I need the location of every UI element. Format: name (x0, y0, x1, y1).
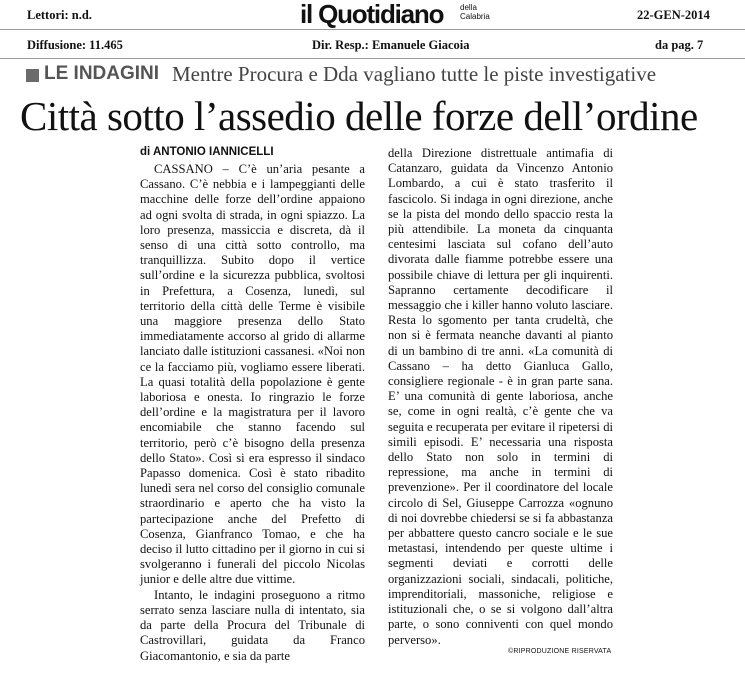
kicker-square-icon (26, 69, 39, 82)
paragraph-1: CASSANO – C’è un’aria pesante a Cassano. C’è nebbia e i lampeggianti delle macchine delle forze dell’ordine appaiono ad ogni svolta di strada, in ogni spiazzo. La loro presenza, massiccia e discreta, dà il senso di una città sotto controllo, ma tranquillizza. Subito dopo il vertice sull’ordine e la sicurezza pubblica, svoltosi in Prefettura, a Cosenza, lunedì, sul territorio della città delle Terme è visibile una maggiore presenza dello Stato immediatamente accorso al grido di allarme lanciato dalle istituzioni cassanesi. «Noi non ce la facciamo più, vogliamo essere liberati. La quasi totalità della popolazione è gente laboriosa e onesta. Io ringrazio le forze dell’ordine e la magistratura per il lavoro encomiabile che stanno facendo sul territorio, però c’è bisogno della presenza dello Stato». Così si era espresso il sindaco Papasso domenica. Così è stato ribadito lunedì sera nel corso del consiglio comunale straordinario e aperto che ha visto la partecipazione anche del Prefetto di Cosenza, Gianfranco Tomao, e che ha deciso il lutto cittadino per il giorno in cui si svolgeranno i funerali del piccolo Nicolas junior e delle altre due vittime. (140, 162, 365, 587)
article-column-2 (388, 146, 613, 648)
page-number: da pag. 7 (655, 38, 704, 52)
circulation-info: Diffusione: 11.465 (27, 38, 123, 52)
newspaper-region: della Calabria (460, 3, 490, 21)
copyright-notice: ©RIPRODUZIONE RISERVATA (508, 648, 612, 655)
header-divider-top (0, 29, 745, 30)
header-divider-bottom (0, 58, 745, 59)
section-kicker: LE INDAGINI (44, 63, 160, 84)
newspaper-logo (300, 2, 505, 28)
article-byline: di ANTONIO IANNICELLI (140, 146, 274, 158)
director-info: Dir. Resp.: Emanuele Giacoia (312, 38, 470, 52)
article-column-1 (140, 162, 365, 664)
readers-info: Lettori: n.d. (27, 8, 92, 22)
newspaper-name: il Quotidiano (300, 0, 444, 29)
publication-date: 22-GEN-2014 (637, 8, 710, 22)
article-headline: Città sotto l’assedio delle forze dell’ordine (20, 93, 698, 139)
paragraph-2: Intanto, le indagini proseguono a ritmo serrato senza lasciare nulla di intentato, sia da parte della Procura del Tribunale di Castrovillari, guidata da Franco Giacomantonio, e sia da parte (140, 587, 365, 663)
sub-headline: Mentre Procura e Dda vagliano tutte le piste investigative (172, 62, 657, 86)
paragraph-3: della Direzione distrettuale antimafia di Catanzaro, guidata da Vincenzo Antonio Lombardo, a cui è stato trasferito il fascicolo. Si indaga in ogni direzione, anche se la pista del mondo dello spaccio resta la più attendibile. La moneta da cinquanta centesimi lasciata sul cofano dell’auto divorata dalle fiamme potrebbe essere una possibile chiave di lettura per gli inquirenti. Sapranno certamente decodificare il messaggio che i killer hanno voluto lasciare. Resta lo sgomento per tanta crudeltà, che non si è fermata neanche davanti al pianto di un bambino di tre anni. «La comunità di Cassano – ha detto Gianluca Gallo, consigliere regionale - è in gran parte sana. E’ una comunità di gente laboriosa, anche se, come in ogni realtà, c’è gente che va seguita e recuperata per evitare il ripetersi di simili episodi. E’ necessaria una risposta dello Stato non solo in termini di repressione, ma anche in termini di prevenzione». Per il coordinatore del locale circolo di Sel, Giuseppe Carrozza «ognuno di noi dovrebbe chiedersi se si fa abbastanza per abbattere questo cancro sociale e le sue metastasi, intendendo per queste ultime i segmenti deviati e corrotti delle organizzazioni sociali, sindacali, politiche, imprenditoriali, massoniche, religiose e istituzionali che, o se si volgono dall’altra parte, o sono conniventi con quel mondo perverso». (388, 146, 613, 647)
